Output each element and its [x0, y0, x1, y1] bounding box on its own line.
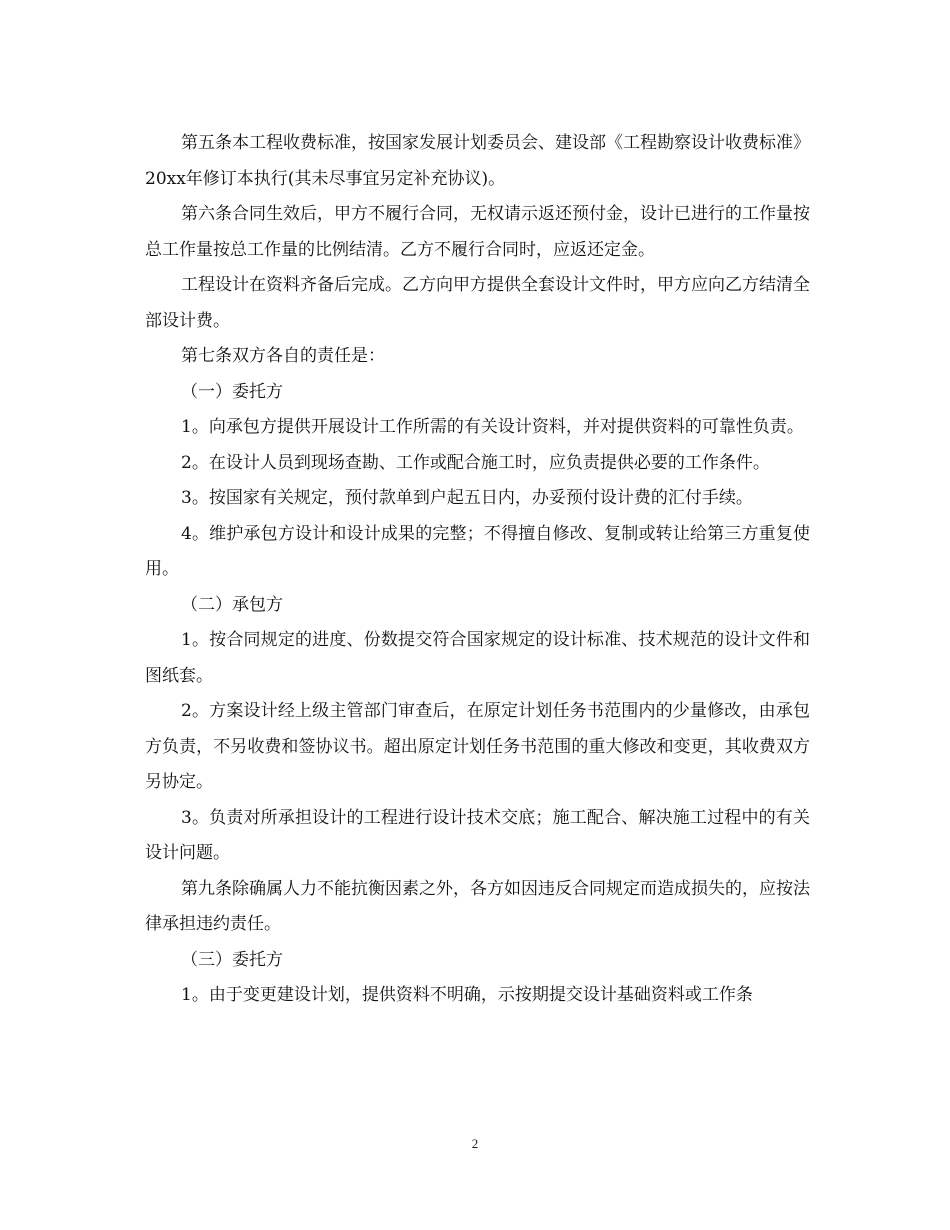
paragraph-article-7: 第七条双方各自的责任是： [181, 346, 385, 366]
paragraph-article-9: 第九条除确属人力不能抗衡因素之外，各方如因违反合同规定而造成损失的，应按法律承担违约责任。 [145, 878, 810, 934]
document-body [145, 126, 810, 1014]
list-item: 2。在设计人员到现场查勘、工作或配合施工时，应负责提供必要的工作条件。 [181, 452, 770, 473]
paragraph-article-6: 第六条合同生效后，甲方不履行合同，无权请示返还预付金，设计已进行的工作量按总工作量按总工作量的比例结清。乙方不履行合同时，应返还定金。 [145, 204, 810, 260]
paragraph-article-5: 第五条本工程收费标准，按国家发展计划委员会、建设部《工程勘察设计收费标准》20xx年修订本执行(其未尽事宜另定补充协议)。 [145, 133, 810, 189]
list-item: 1。由于变更建设计划，提供资料不明确，示按期提交设计基础资料或工作条 [181, 985, 753, 1005]
list-item: 3。按国家有关规定，预付款单到户起五日内，办妥预付设计费的汇付手续。 [181, 488, 753, 508]
section-heading-contractor: （二）承包方 [181, 594, 283, 615]
page-number: 2 [471, 1136, 479, 1151]
paragraph-design-completion: 工程设计在资料齐备后完成。乙方向甲方提供全套设计文件时，甲方应向乙方结清全部设计费。 [145, 275, 810, 331]
list-item: 1。按合同规定的进度、份数提交符合国家规定的设计标准、技术规范的设计文件和图纸套。 [145, 630, 810, 686]
list-item: 1。向承包方提供开展设计工作所需的有关设计资料，并对提供资料的可靠性负责。 [181, 417, 804, 437]
list-item: 3。负责对所承担设计的工程进行设计技术交底；施工配合、解决施工过程中的有关设计问题。 [145, 807, 810, 863]
section-heading-client-3: （三）委托方 [181, 949, 283, 970]
section-heading-client-1: （一）委托方 [181, 381, 283, 402]
list-item: 2。方案设计经上级主管部门审查后，在原定计划任务书范围内的少量修改，由承包方负责，不另收费和签协议书。超出原定计划任务书范围的重大修改和变更，其收费双方另协定。 [145, 701, 810, 792]
list-item: 4。维护承包方设计和设计成果的完整；不得擅自修改、复制或转让给第三方重复使用。 [145, 523, 810, 579]
